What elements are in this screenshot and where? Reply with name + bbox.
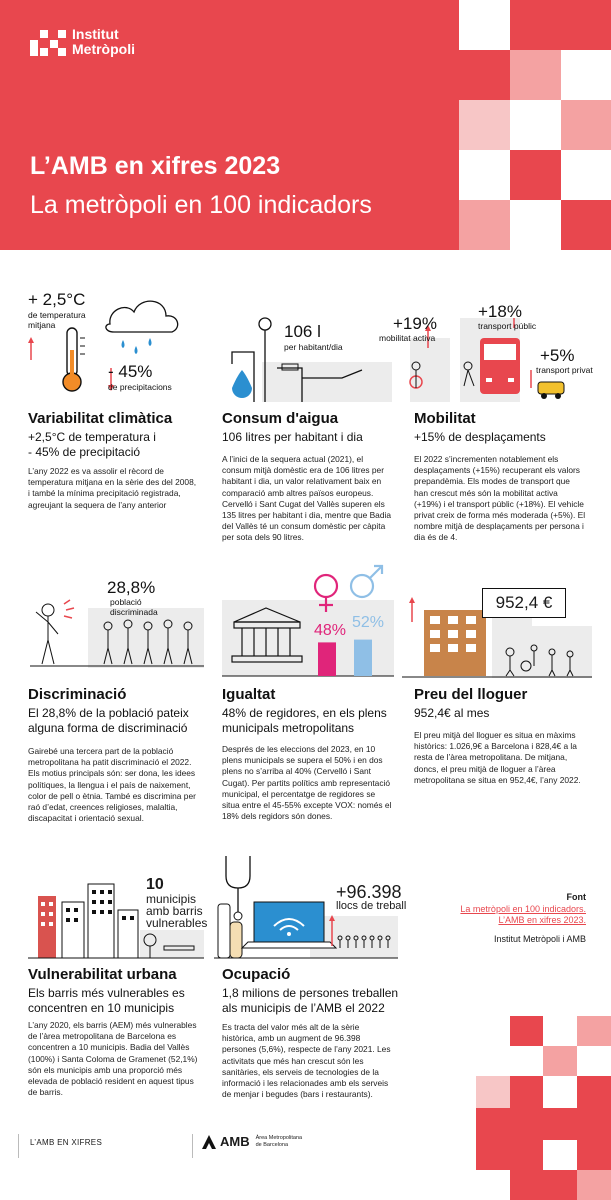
employment-title: Ocupació <box>222 966 291 983</box>
employment-subtitle-2: als municipis de l’AMB el 2022 <box>222 1001 385 1015</box>
bar-male <box>354 640 372 676</box>
vulnerability-body: L’any 2020, els barris (AEM) més vulnerables de l’àrea metropolitana de Barcelona es concentren a 10 municipis. Badia del Vallès (100%) i Santa Coloma de Gramenet (52,1%) són els municipis amb una proporció més elevada de població resident en aquest tipus de barris. <box>28 1020 198 1098</box>
mobility-public-label: transport públic <box>478 321 537 331</box>
climate-subtitle-2: - 45% de precipitació <box>28 445 141 459</box>
water-label: per habitant/dia <box>284 342 343 352</box>
vulnerability-subtitle <box>28 986 185 1016</box>
discrimination-label <box>110 597 158 617</box>
amb-logo <box>202 1134 302 1149</box>
mobility-active-value: +19% <box>393 314 437 333</box>
institut-metropoli-logo-icon <box>30 30 66 56</box>
discrimination-subtitle <box>28 706 189 736</box>
water-subtitle: 106 litres per habitant i dia <box>222 430 363 444</box>
equality-title: Igualtat <box>222 686 276 703</box>
source-heading: Font <box>566 892 586 902</box>
discrimination-subtitle-2: alguna forma de discriminació <box>28 721 188 735</box>
discrimination-value: 28,8% <box>107 578 156 597</box>
equality-body: Després de les eleccions del 2023, en 10 plens municipals se supera el 50% i en dos plens no s’arriba al 40% (Cervelló i Sant Cugat). Per partits polítics amb representació municipal, el percentatge de regidores se situa entre el 45-55% excepte VOX: només el 18% dels regidors són dones. <box>222 744 392 822</box>
source-link-1[interactable]: La metròpoli en 100 indicadors. <box>460 903 586 914</box>
mobility-private-value: +5% <box>540 346 575 365</box>
employment-value: +96.398 <box>336 882 402 902</box>
vulnerability-label <box>146 893 207 929</box>
footer-separator-mid <box>192 1134 193 1158</box>
source-publisher: Institut Metròpoli i AMB <box>493 933 586 944</box>
equality-subtitle-1: 48% de regidores, en els plens <box>222 706 387 720</box>
source-link-2[interactable]: L’AMB en xifres 2023. <box>498 915 586 925</box>
amb-logo-text: AMB <box>220 1134 250 1149</box>
mobility-title: Mobilitat <box>414 410 476 427</box>
discrimination-label-1: població <box>110 597 142 607</box>
footer-separator-left <box>18 1134 19 1158</box>
bar-female <box>318 642 336 676</box>
equality-subtitle <box>222 706 387 736</box>
mobility-public-value: +18% <box>478 302 522 321</box>
mobility-active-label: mobilitat activa <box>379 333 436 343</box>
rent-subtitle: 952,4€ al mes <box>414 706 490 720</box>
amb-sub-2: de Barcelona <box>255 1141 289 1148</box>
vulnerability-label-2: amb barris <box>146 904 203 918</box>
page-subtitle: La metròpoli en 100 indicadors <box>30 191 372 219</box>
water-value: 106 l <box>284 322 321 341</box>
employment-subtitle-1: 1,8 milions de persones treballen <box>222 986 399 1000</box>
temp-label-2: mitjana <box>28 320 56 330</box>
employment-subtitle <box>222 986 398 1016</box>
logo-text <box>72 27 135 57</box>
discrimination-title: Discriminació <box>28 686 127 703</box>
climate-body: L’any 2022 es va assolir el rècord de temperatura mitjana en la sèrie des del 2008, i també la mínima precipitació registrada, agreujant la sequera de l’any anterior <box>28 466 197 510</box>
mobility-private-label: transport privat <box>536 365 593 375</box>
amb-logo-subtext <box>256 1135 302 1148</box>
rent-value: 952,4 € <box>495 593 553 612</box>
climate-subtitle <box>28 430 156 460</box>
water-title: Consum d'aigua <box>222 410 339 427</box>
vulnerability-subtitle-2: concentren en 10 municipis <box>28 1001 175 1015</box>
discrimination-label-2: discriminada <box>110 607 158 617</box>
mobility-subtitle: +15% de desplaçaments <box>414 430 546 444</box>
header-banner <box>0 0 611 250</box>
precip-value: - 45% <box>108 362 153 381</box>
chart-label-female: 48% <box>314 622 347 639</box>
equality-subtitle-2: municipals metropolitans <box>222 721 355 735</box>
vulnerability-title: Vulnerabilitat urbana <box>28 966 177 983</box>
discrimination-body: Gairebé una tercera part de la població metropolitana ha patit discriminació el 2022. Els motius principals són: ser dona, les idees polítiques, la llengua i el país de naixement, color de pell o ètnia. També es discrimina per raó d’edat, creences religioses, malaltia, discapacitat i orientació sexual. <box>28 746 196 824</box>
amb-sub-1: Àrea Metropolitana <box>255 1135 303 1141</box>
rent-value-bubble <box>482 588 566 618</box>
rent-title: Preu del lloguer <box>414 686 528 703</box>
page-title: L’AMB en xifres 2023 <box>30 152 281 180</box>
amb-logo-icon <box>202 1135 216 1149</box>
vulnerability-subtitle-1: Els barris més vulnerables es <box>28 986 185 1000</box>
vulnerability-label-3: vulnerables <box>146 916 208 930</box>
footer-left: L’AMB EN XIFRES <box>30 1138 103 1147</box>
rent-body: El preu mitjà del lloguer es situa en màxims històrics: 1.026,9€ a Barcelona i 828,4€ a la resta de l’àrea metropolitana. De mitjana, doncs, el preu mitjà de lloguer a l’àrea metropolitana se situa en 952,4€, l’any 2022. <box>414 730 581 785</box>
logo-line-2: Metròpoli <box>72 41 135 57</box>
climate-title: Variabilitat climàtica <box>28 410 173 427</box>
discrimination-subtitle-1: El 28,8% de la població pateix <box>28 706 189 720</box>
logo-line-1: Institut <box>72 26 119 42</box>
temp-value: + 2,5°C <box>28 290 86 309</box>
water-body: A l’inici de la sequera actual (2021), el consum mitjà domèstic era de 106 litres per habitant i dia, un valor relativament baix en comparació amb altres països europeus. Cervelló i Sant Cugat del Vallès superen els 135 litres per habitant i dia, mentre que Badia del Vallès té un consum domèstic per càpita per sota dels 90 litres. <box>222 454 392 543</box>
employment-label: llocs de treball <box>336 900 407 912</box>
climate-subtitle-1: +2,5°C de temperatura i <box>28 430 156 444</box>
vulnerability-label-1: municipis <box>146 892 197 906</box>
source-block <box>400 892 586 945</box>
mobility-body: El 2022 s’incrementen notablement els desplaçaments (+15%) recuperant els valors prepandèmia. Els modes de transport que han crescut més són la mobilitat activa (+19%) i el transport públic (+18%). El vehicle privat creix de forma més moderada (+5%). El nombre mitjà de desplaçaments per persona i dia és de 4. <box>414 454 586 543</box>
precip-label: de precipitacions <box>108 382 172 392</box>
employment-body: Es tracta del valor més alt de la sèrie històrica, amb un augment de 96.398 persones (5,6%), respecte de l’any 2021. Les activitats que més han crescut són les sanitàries, els serveis de tecnologies de la informació i les relacionades amb els serveis de menjar i begudes (bars i restaurants). <box>222 1022 391 1100</box>
chart-label-male: 52% <box>352 614 385 631</box>
vulnerability-value: 10 <box>146 876 164 893</box>
temp-label-1: de temperatura <box>28 310 86 320</box>
